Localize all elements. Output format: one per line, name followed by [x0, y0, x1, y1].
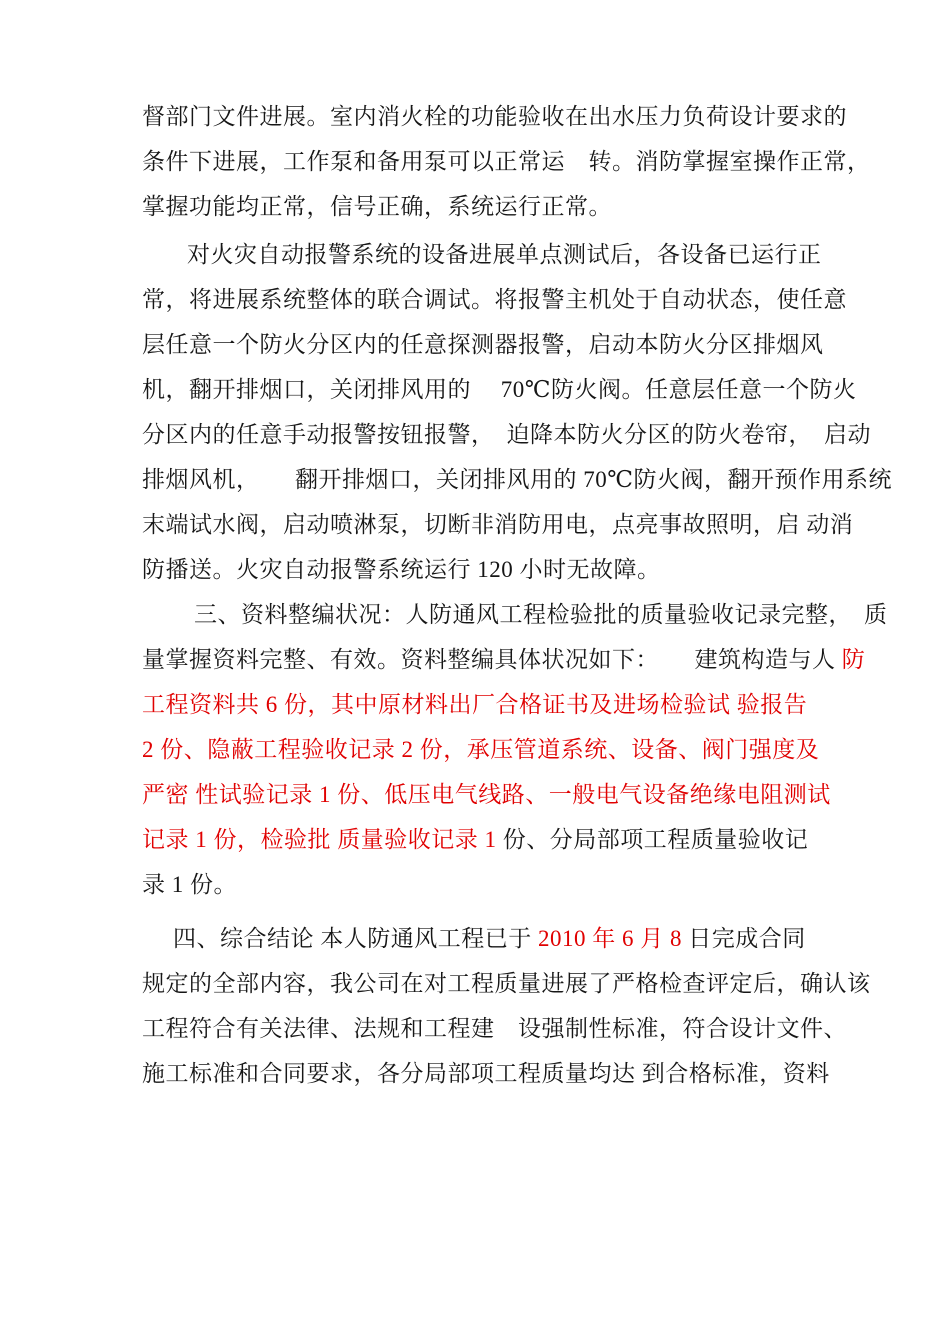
- text-segment: 规定的全部内容，我公司在对工程质量进展了严格检查评定后，确认该: [142, 971, 871, 996]
- text-segment: 分区内的任意手动报警按钮报警， 迫降本防火分区的防火卷帘， 启动: [142, 422, 871, 447]
- paragraph-data-compilation: [142, 592, 902, 907]
- text-line: [142, 232, 902, 277]
- text-segment: 排烟风机， 翻开排烟口，关闭排风用的 70℃防火阀，翻开预作用系统: [142, 467, 892, 492]
- text-line: [142, 862, 902, 907]
- text-segment: 督部门文件进展。室内消火栓的功能验收在出水压力负荷设计要求的: [142, 104, 847, 129]
- text-segment: 录 1 份。: [142, 872, 237, 897]
- text-segment: 防播送。火灾自动报警系统运行 120 小时无故障。: [142, 557, 661, 582]
- text-line: [142, 322, 902, 367]
- text-line: [142, 1051, 902, 1096]
- text-line: [142, 1006, 902, 1051]
- text-segment: 四、综合结论 本人防通风工程已于: [173, 926, 538, 951]
- text-segment: 对火灾自动报警系统的设备进展单点测试后，各设备已运行正: [187, 242, 822, 267]
- text-segment-red: 记录 1 份，检验批 质量验收记录 1: [142, 827, 503, 852]
- paragraph-conclusion: [142, 916, 902, 1096]
- paragraph-fire-alarm-test: [142, 232, 902, 592]
- text-segment: 末端试水阀，启动喷淋泵，切断非消防用电，点亮事故照明，启 动消: [142, 512, 854, 537]
- text-line: [142, 817, 902, 862]
- text-line: [142, 547, 902, 592]
- text-segment: 份、分局部项工程质量验收记: [502, 827, 809, 852]
- text-segment: 掌握功能均正常，信号正确，系统运行正常。: [142, 194, 612, 219]
- text-segment: 量掌握资料完整、有效。资料整编具体状况如下： 建筑构造与人: [142, 647, 842, 672]
- text-line: [142, 139, 902, 184]
- text-segment: 工程符合有关法律、法规和工程建 设强制性标准，符合设计文件、: [142, 1016, 847, 1041]
- text-segment: 三、资料整编状况：人防通风工程检验批的质量验收记录完整， 质: [194, 602, 888, 627]
- text-line: [142, 637, 902, 682]
- text-line: [142, 772, 902, 817]
- text-segment-red: 工程资料共 6 份，其中原材料出厂合格证书及进场检验试 验报告: [142, 692, 808, 717]
- text-line: [142, 592, 902, 637]
- text-segment: 机，翻开排烟口，关闭排风用的 70℃防火阀。任意层任意一个防火: [142, 377, 857, 402]
- text-line: [142, 682, 902, 727]
- text-line: [142, 277, 902, 322]
- text-line: [142, 412, 902, 457]
- text-line: [142, 184, 902, 229]
- text-segment: 常，将进展系统整体的联合调试。将报警主机处于自动状态，使任意: [142, 287, 847, 312]
- text-line: [142, 916, 902, 961]
- text-segment: 施工标准和合同要求，各分局部项工程质量均达 到合格标准，资料: [142, 1061, 830, 1086]
- text-segment-red: 防: [841, 647, 866, 672]
- text-line: [142, 457, 902, 502]
- text-line: [142, 961, 902, 1006]
- text-line: [142, 727, 902, 772]
- text-segment: 条件下进展，工作泵和备用泵可以正常运 转。消防掌握室操作正常，: [142, 149, 871, 174]
- text-line: [142, 94, 902, 139]
- text-segment-red: 2 份、隐蔽工程验收记录 2 份，承压管道系统、设备、阀门强度及: [142, 737, 820, 762]
- text-line: [142, 367, 902, 412]
- document-body: [142, 94, 902, 1096]
- text-line: [142, 502, 902, 547]
- text-segment-red: 严密 性试验记录 1 份、低压电气线路、一般电气设备绝缘电阻测试: [142, 782, 831, 807]
- text-segment-red: 2010 年 6 月 8: [538, 926, 689, 951]
- paragraph-fire-hydrant: [142, 94, 902, 229]
- text-segment: 日完成合同: [688, 926, 806, 951]
- text-segment: 层任意一个防火分区内的任意探测器报警，启动本防火分区排烟风: [142, 332, 824, 357]
